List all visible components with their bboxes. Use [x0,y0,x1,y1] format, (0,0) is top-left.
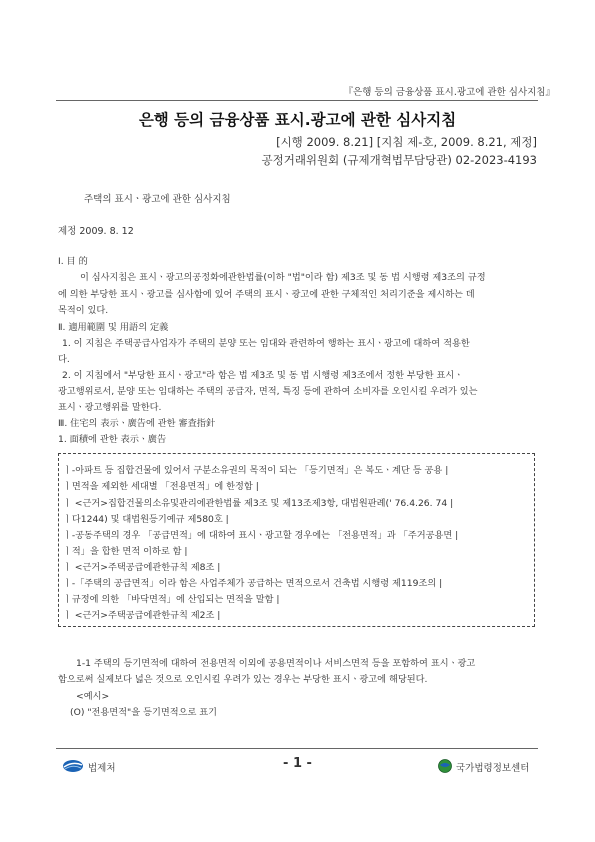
guideline-subtitle: 주택의 표시ㆍ광고에 관한 심사지침 [84,194,231,205]
footer-publisher: 법제처 [88,763,116,774]
footer-law-center: 국가법령정보센터 [456,763,530,774]
footer-rule [56,748,538,749]
document-title: 은행 등의 금융상품 표시.광고에 관한 심사지침 [138,111,457,129]
box-line: ㅣ-아파트 등 집합건물에 있어서 구분소유권의 목적이 되는 「등기면적」은 복도ㆍ계단 등 공용 | [63,465,449,476]
section-2-item1-line1: 1. 이 지침은 주택공급사업자가 주택의 분양 또는 임대와 관련하여 행하는 표시ㆍ광고에 대하여 적용한 [62,338,470,349]
example-item: (O) "전용면적"을 등기면적으로 표기 [70,707,217,718]
box-line: ㅣ <근거>집합건물의소유및관리에관한법률 제3조 및 제13조제3항, 대법원판례(' 76.4.26. 74 | [63,498,454,509]
page-number: - 1 - [283,756,312,771]
box-line: ㅣ <근거>주택공급에관한규칙 제8조 | [63,562,221,573]
enactment-date: 제정 2009. 8. 12 [58,226,134,237]
section-1-text-line3: 목적이 있다. [58,305,109,316]
running-head: 『은행 등의 금융상품 표시.광고에 관한 심사지침』 [343,87,555,98]
box-line: ㅣ다1244) 및 대법원등기예규 제580호 | [63,514,229,525]
section-3-heading: Ⅲ. 住宅의 表示ㆍ廣告에 관한 審査指針 [58,418,216,429]
enforcement-info: [시행 2009. 8.21] [지침 제-호, 2009. 8.21, 제정] [276,135,537,149]
paragraph-1-1-line1: 1-1 주택의 등기면적에 대하여 전용면적 이외에 공용면적이나 서비스면적 등을 포함하여 표시ㆍ광고 [76,658,476,669]
box-line: ㅣ규정에 의한 「바닥면적」에 산입되는 면적을 말함 | [63,594,280,605]
box-line: ㅣ <근거>주택공급에관한규칙 제2조 | [63,610,221,621]
section-1-heading: Ⅰ. 目 的 [58,256,88,267]
box-line: ㅣ-「주택의 공급면적」이라 함은 사업주체가 공급하는 면적으로서 건축법 시행령 제119조의 | [63,578,443,589]
paragraph-1-1-line2: 함으로써 실제보다 넓은 것으로 오인시킬 우려가 있는 경우는 부당한 표시ㆍ광고에 해당된다. [58,674,428,685]
box-line: ㅣ-공동주택의 경우 「공급면적」에 대하여 표시ㆍ광고할 경우에는 「전용면적」과 「주거공용면 | [63,530,459,541]
box-line: ㅣ면적을 제외한 세대별 「전용면적」에 한정함 | [63,481,259,492]
section-2-heading: Ⅱ. 適用範圍 및 用語의 定義 [58,322,169,333]
area-criteria-box [58,453,535,627]
agency-contact: 공정거래위원회 (규제개혁법무담당관) 02-2023-4193 [261,153,537,167]
section-1-text-line1: 이 심사지침은 표시ㆍ광고의공정화에관한법률(이하 "법"이라 함) 제3조 및 동 법 시행령 제3조의 규정 [80,272,486,283]
section-2-item2-line1: 2. 이 지침에서 "부당한 표시ㆍ광고"라 함은 법 제3조 및 동 법 시행령 제3조에서 정한 부당한 표시ㆍ [62,370,464,381]
section-2-item2-line3: 표시ㆍ광고행위를 말한다. [58,402,162,413]
section-3-subheading: 1. 面積에 관한 表示ㆍ廣告 [58,434,167,445]
section-1-text-line2: 에 의한 부당한 표시ㆍ광고를 심사함에 있어 주택의 표시ㆍ광고에 관한 구체적인 처리기준을 제시하는 데 [58,289,475,300]
header-rule [56,100,538,101]
example-label: <예시> [76,691,110,702]
law-center-globe-icon [438,759,452,773]
section-2-item2-line2: 광고행위로서, 분양 또는 임대하는 주택의 공급자, 면적, 특징 등에 관하여 소비자를 오인시킬 우려가 있는 [58,386,478,397]
box-line: ㅣ적」을 합한 면적 이하로 함 | [63,546,188,557]
section-2-item1-line2: 다. [58,354,70,365]
